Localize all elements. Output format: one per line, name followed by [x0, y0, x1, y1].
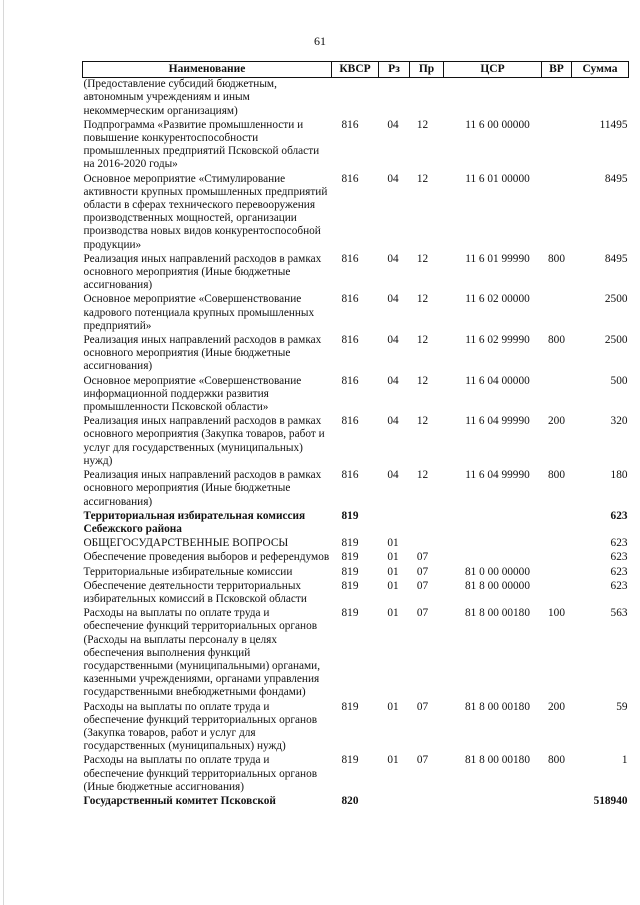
table-row [83, 580, 629, 607]
table-row [83, 253, 629, 294]
cell-pr [410, 510, 444, 537]
cell-sum: 623 [610, 579, 628, 592]
cell-name: Основное мероприятие «Стимулирование активности крупных промышленных предприятий области в сферах технического перевооружения производственных мощностей, организации производства новых видов конкурентоспособной продукции» [83, 172, 328, 251]
cell-rz: 01 [387, 565, 399, 578]
cell-vr [542, 795, 572, 809]
cell-rz [379, 510, 410, 537]
cell-rz: 01 [387, 754, 399, 767]
cell-vr [542, 78, 572, 119]
cell-csr: 11 6 01 00000 [465, 172, 530, 185]
cell-rz: 04 [387, 252, 399, 265]
cell-sum: 2500 [604, 334, 628, 347]
cell-kvsr: 816 [341, 374, 359, 387]
column-header-kvsr: КВСР [332, 62, 379, 78]
cell-rz: 04 [387, 118, 399, 131]
cell-sum: 11495 [599, 118, 628, 131]
cell-csr: 81 8 00 00180 [465, 754, 530, 767]
table-row [83, 173, 629, 253]
cell-sum: 180 [610, 469, 628, 482]
cell-kvsr: 816 [341, 415, 359, 428]
cell-rz [379, 78, 410, 119]
cell-kvsr: 816 [341, 334, 359, 347]
cell-vr [542, 510, 572, 537]
column-header-sum: Сумма [572, 62, 629, 78]
table-row [83, 119, 629, 173]
cell-name: ОБЩЕГОСУДАРСТВЕННЫЕ ВОПРОСЫ [83, 537, 289, 550]
cell-rz [379, 795, 410, 809]
cell-name: Реализация иных направлений расходов в рамках основного мероприятия (Иные бюджетные ассигнования) [83, 252, 322, 292]
cell-pr: 12 [416, 334, 429, 347]
cell-pr: 12 [416, 172, 429, 185]
cell-kvsr: 819 [341, 700, 359, 713]
column-header-rz: Рз [379, 62, 410, 78]
cell-pr: 12 [416, 293, 429, 306]
cell-rz: 04 [387, 334, 399, 347]
cell-csr: 11 6 00 00000 [465, 118, 530, 131]
cell-name: Расходы на выплаты по оплате труда и обеспечение функций территориальных органов (Иные бюджетные ассигнования) [83, 754, 318, 793]
cell-kvsr: 819 [341, 551, 359, 564]
column-header-pr: Пр [410, 62, 444, 78]
cell-vr: 800 [548, 754, 565, 767]
cell-vr [542, 551, 572, 565]
cell-kvsr: 816 [341, 252, 359, 265]
cell-csr [444, 551, 542, 565]
cell-vr [542, 566, 572, 580]
cell-csr [444, 795, 542, 809]
cell-vr: 800 [548, 469, 565, 482]
cell-vr [542, 119, 572, 173]
cell-pr [410, 78, 444, 119]
table-header [83, 62, 629, 78]
cell-rz: 01 [387, 607, 399, 620]
cell-vr [542, 293, 572, 334]
cell-pr [410, 537, 444, 551]
column-header-csr: ЦСР [444, 62, 542, 78]
cell-name: Основное мероприятие «Совершенствование кадрового потенциала крупных промышленных предприятий» [83, 293, 315, 332]
cell-vr: 800 [548, 334, 565, 347]
cell-name: Обеспечение деятельности территориальных избирательных комиссий в Псковской области [83, 579, 307, 605]
table-row [83, 566, 629, 580]
table-row [83, 510, 629, 537]
cell-pr: 12 [416, 374, 429, 387]
cell-name: Реализация иных направлений расходов в рамках основного мероприятия (Иные бюджетные ассигнования) [83, 334, 322, 373]
cell-sum: 623 [610, 509, 628, 522]
cell-name: Территориальная избирательная комиссия Себежского района [83, 509, 306, 535]
cell-csr: 11 6 02 99990 [465, 334, 530, 347]
cell-pr: 07 [416, 551, 429, 564]
cell-name: Расходы на выплаты по оплате труда и обеспечение функций территориальных органов (Расходы на выплаты персоналу в целях обеспечения выполнения функций государственными (муниципальными) органами, казенными учреждениями, органами управления государственными внебюджетными фондами) [83, 607, 321, 699]
table-row [83, 375, 629, 416]
table-row [83, 334, 629, 375]
cell-csr: 81 8 00 00180 [465, 607, 530, 620]
table-row [83, 795, 629, 809]
cell-csr: 11 6 04 00000 [465, 374, 530, 387]
cell-kvsr: 819 [341, 579, 359, 592]
cell-vr [542, 537, 572, 551]
cell-sum: 623 [610, 537, 628, 550]
cell-csr: 11 6 04 99990 [465, 469, 530, 482]
cell-rz: 01 [387, 551, 399, 564]
table-body [83, 78, 629, 809]
cell-pr: 07 [416, 579, 429, 592]
cell-sum: 623 [610, 551, 628, 564]
cell-kvsr: 816 [341, 118, 359, 131]
cell-sum: 563 [610, 607, 628, 620]
cell-csr: 81 0 00 00000 [465, 565, 530, 578]
cell-rz: 01 [387, 700, 399, 713]
column-header-vr: ВР [542, 62, 572, 78]
cell-rz: 04 [387, 469, 399, 482]
cell-pr [410, 795, 444, 809]
cell-kvsr [332, 78, 379, 119]
cell-sum: 8495 [604, 172, 628, 185]
cell-vr: 100 [548, 607, 565, 620]
cell-rz: 01 [387, 579, 399, 592]
table-row [83, 607, 629, 700]
cell-vr [542, 173, 572, 253]
cell-sum: 518940 [593, 794, 628, 807]
scan-edge-line [3, 0, 4, 905]
cell-name: (Предоставление субсидий бюджетным, автономным учреждениям и иным некоммерческим организациям) [83, 78, 277, 117]
cell-vr [542, 375, 572, 416]
cell-rz: 04 [387, 415, 399, 428]
cell-csr [444, 510, 542, 537]
cell-name: Основное мероприятие «Совершенствование информационной поддержки развития промышленности Псковской области» [83, 374, 302, 414]
cell-pr: 07 [416, 607, 429, 620]
cell-sum [572, 78, 629, 119]
cell-kvsr: 820 [341, 794, 359, 807]
cell-pr: 12 [416, 118, 429, 131]
cell-sum: 320 [610, 415, 628, 428]
cell-rz: 01 [387, 537, 399, 550]
column-header-name: Наименование [83, 62, 332, 78]
cell-sum: 623 [610, 565, 628, 578]
cell-kvsr: 816 [341, 469, 359, 482]
cell-pr: 12 [416, 469, 429, 482]
cell-pr: 12 [416, 415, 429, 428]
cell-vr [542, 580, 572, 607]
table-row [83, 78, 629, 119]
table-row [83, 701, 629, 755]
budget-table [82, 61, 629, 809]
cell-name: Территориальные избирательные комиссии [83, 565, 293, 578]
cell-name: Обеспечение проведения выборов и референдумов [83, 551, 330, 564]
cell-name: Реализация иных направлений расходов в рамках основного мероприятия (Иные бюджетные ассигнования) [83, 469, 322, 508]
cell-csr: 11 6 02 00000 [465, 293, 530, 306]
table-row [83, 469, 629, 510]
cell-sum: 59 [616, 700, 628, 713]
cell-sum: 500 [610, 374, 628, 387]
cell-name: Реализация иных направлений расходов в рамках основного мероприятия (Закупка товаров, работ и услуг для государственных (муниципальных) нужд) [83, 415, 325, 467]
cell-rz: 04 [387, 293, 399, 306]
cell-kvsr: 819 [341, 607, 359, 620]
cell-sum: 1 [621, 754, 628, 767]
cell-vr: 200 [548, 700, 565, 713]
cell-name: Подпрограмма «Развитие промышленности и повышение конкурентоспособности промышленных предприятий Псковской области на 2016-2020 годы» [83, 118, 320, 171]
cell-pr: 07 [416, 754, 429, 767]
cell-name: Государственный комитет Псковской [83, 794, 276, 807]
cell-csr: 81 8 00 00180 [465, 700, 530, 713]
cell-vr: 200 [548, 415, 565, 428]
cell-kvsr: 819 [341, 565, 359, 578]
page-number: 61 [314, 34, 326, 48]
cell-name: Расходы на выплаты по оплате труда и обеспечение функций территориальных органов (Закупка товаров, работ и услуг для государственных (муниципальных) нужд) [83, 700, 318, 753]
table-row [83, 293, 629, 334]
table-row [83, 754, 629, 795]
cell-kvsr: 819 [341, 509, 359, 522]
cell-csr [444, 78, 542, 119]
cell-rz: 04 [387, 172, 399, 185]
cell-sum: 2500 [604, 293, 628, 306]
cell-vr: 800 [548, 252, 565, 265]
cell-kvsr: 819 [341, 754, 359, 767]
cell-rz: 04 [387, 374, 399, 387]
cell-csr: 81 8 00 00000 [465, 579, 530, 592]
cell-kvsr: 816 [341, 293, 359, 306]
cell-pr: 07 [416, 565, 429, 578]
table-row [83, 551, 629, 565]
cell-pr: 07 [416, 700, 429, 713]
table-row [83, 415, 629, 469]
cell-sum: 8495 [604, 252, 628, 265]
cell-csr: 11 6 01 99990 [465, 252, 530, 265]
cell-kvsr: 819 [341, 537, 359, 550]
table-row [83, 537, 629, 551]
cell-kvsr: 816 [341, 172, 359, 185]
cell-pr: 12 [416, 252, 429, 265]
cell-csr [444, 537, 542, 551]
cell-csr: 11 6 04 99990 [465, 415, 530, 428]
